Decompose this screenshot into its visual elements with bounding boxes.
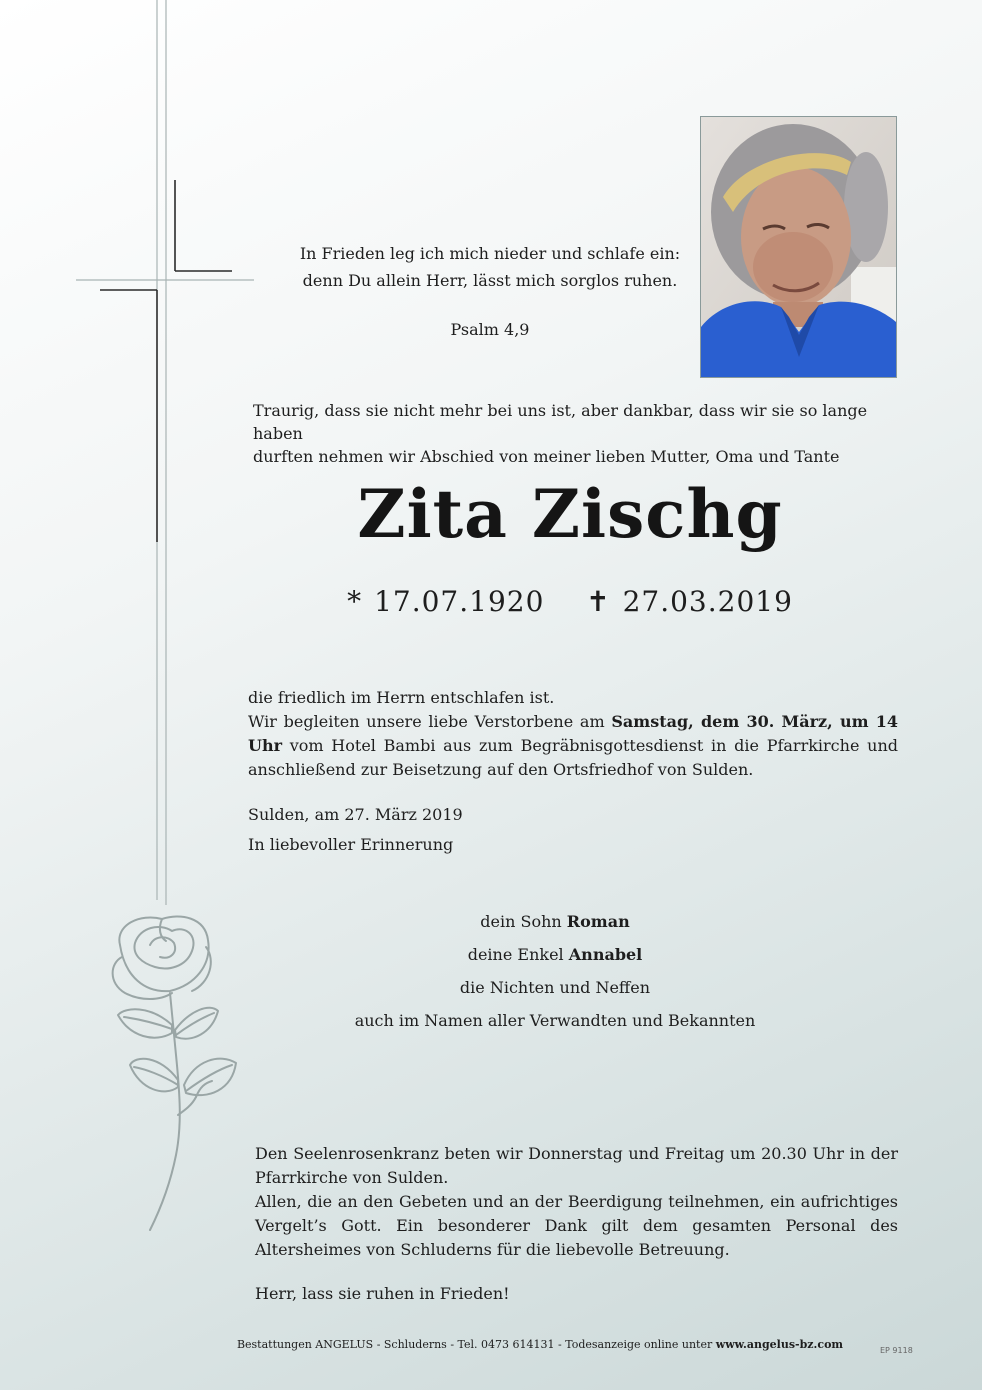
death-date: 27.03.2019: [622, 585, 793, 618]
funeral-datetime: Samstag, dem 30. März, um 14 Uhr: [248, 712, 898, 755]
closing-text: [255, 1142, 898, 1262]
intro-line-1: Traurig, dass sie nicht mehr bei uns ist, aber dankbar, dass wir sie so lange haben: [253, 401, 868, 443]
birth-symbol: *: [347, 585, 363, 618]
footer-text: Bestattungen ANGELUS - Schluderns - Tel. 0473 614131 - Todesanzeige online unter: [236, 1338, 716, 1351]
survivor-nieces: die Nichten und Neffen: [459, 978, 651, 997]
grandchild-prefix: deine Enkel: [467, 945, 569, 964]
rose-icon: [100, 905, 260, 1245]
survivor-son: [290, 905, 820, 938]
funeral-details: [248, 710, 898, 782]
farewell-line: Herr, lass sie ruhen in Frieden!: [255, 1284, 510, 1303]
rosary-info: Den Seelenrosenkranz beten wir Donnerstag und Freitag um 20.30 Uhr in der Pfarrkirche von Sulden.: [255, 1144, 898, 1187]
thanks-note: Allen, die an den Gebeten und an der Beerdigung teilnehmen, ein aufrichtiges Vergelt’s Gott. Ein besonderer Dank gilt dem gesamten Personal des Altersheimes von Schluderns für die liebevolle Betreuung.: [255, 1192, 898, 1259]
survivor-grandchild: [290, 938, 820, 971]
footer: [200, 1338, 880, 1351]
psalm-reference: Psalm 4,9: [450, 320, 530, 339]
psalm-verse: [290, 240, 690, 294]
footer-website-link[interactable]: www.angelus-bz.com: [715, 1338, 844, 1351]
place-and-remembrance: [248, 800, 898, 860]
intro-text: [253, 399, 899, 468]
survivors-list: [290, 905, 820, 1037]
portrait-photo: [700, 116, 897, 378]
death-cross-icon: ✝: [586, 585, 611, 618]
intro-line-2: durften nehmen wir Abschied von meiner lieben Mutter, Oma und Tante: [253, 447, 840, 466]
funeral-rest: vom Hotel Bambi aus zum Begräbnisgottesdienst in die Pfarrkirche und anschließend zur Beisetzung auf den Ortsfriedhof von Sulden.: [248, 736, 898, 779]
funeral-prefix: Wir begleiten unsere liebe Verstorbene am: [248, 712, 612, 731]
birth-date: 17.07.1920: [374, 585, 545, 618]
psalm-line-2: denn Du allein Herr, lässt mich sorglos ruhen.: [302, 271, 678, 290]
life-dates: [240, 585, 900, 618]
grandchild-name: Annabel: [568, 945, 643, 964]
document-code: EP 9118: [880, 1346, 913, 1355]
psalm-line-1: In Frieden leg ich mich nieder und schlafe ein:: [299, 244, 681, 263]
funeral-announcement: [248, 686, 898, 782]
passing-line: die friedlich im Herrn entschlafen ist.: [248, 688, 555, 707]
deceased-name: Zita Zischg: [357, 475, 783, 553]
remembrance-line: In liebevoller Erinnerung: [248, 835, 454, 854]
place-date: Sulden, am 27. März 2019: [248, 805, 463, 824]
survivor-relatives: auch im Namen aller Verwandten und Bekannten: [354, 1011, 756, 1030]
son-prefix: dein Sohn: [480, 912, 567, 931]
portrait-image: [701, 117, 896, 377]
son-name: Roman: [566, 912, 630, 931]
